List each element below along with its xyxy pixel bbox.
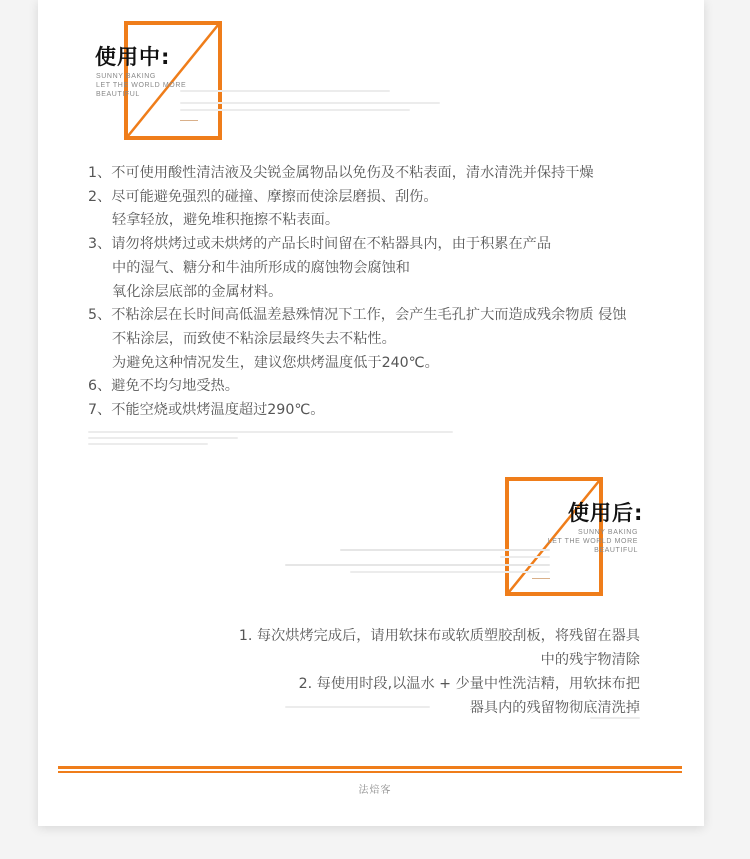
faint-rule (180, 120, 198, 121)
list-item: 2、尽可能避免强烈的碰撞、摩擦而使涂层磨损、刮伤。 (88, 188, 438, 205)
tagline-line: SUNNY BAKING (96, 73, 156, 80)
list-item: 5、不粘涂层在长时间高低温差悬殊情况下工作，会产生毛孔扩大而造成残余物质 侵蚀 (88, 307, 627, 324)
list-item: 轻拿轻放，避免堆积拖擦不粘表面。 (112, 212, 340, 229)
list-item: 7、不能空烧或烘烤温度超过290℃。 (88, 402, 325, 419)
faint-text-line (285, 706, 430, 708)
tagline-line: BEAUTIFUL (96, 91, 140, 98)
faint-text-line (285, 564, 550, 566)
faint-text-line (88, 431, 453, 433)
section-title-during: 使用中: (95, 45, 171, 69)
list-item: 1、不可使用酸性清洁液及尖锐金属物品以免伤及不粘表面，清水清洗并保持干燥 (88, 165, 594, 181)
list-item: 器具内的残留物彻底清洗掉 (469, 700, 640, 716)
tagline-line: SUNNY BAKING (578, 529, 638, 536)
faint-text-line (590, 717, 640, 719)
list-item: 氧化涂层底部的金属材料。 (112, 283, 283, 300)
tagline-line: LET THE WORLD MORE (547, 538, 638, 545)
list-item: 6、避免不均匀地受热。 (88, 378, 239, 395)
faint-text-line (88, 437, 238, 439)
faint-text-line (350, 571, 550, 573)
divider-rule (58, 771, 682, 773)
faint-text-line (500, 556, 550, 558)
list-item: 2. 每使用时段,以温水 + 少量中性洗洁精，用软抹布把 (298, 676, 640, 692)
section-title-after: 使用后: (568, 501, 644, 525)
usage-notes-list (88, 162, 688, 423)
tagline-after (548, 528, 638, 555)
faint-text-line (88, 443, 208, 445)
faint-rule (532, 578, 550, 579)
list-item: 中的残宇物清除 (540, 652, 640, 668)
list-item: 为避免这种情况发生，建议您烘烤温度低于240℃。 (112, 354, 439, 371)
list-item: 不粘涂层，而致使不粘涂层最终失去不粘性。 (112, 330, 396, 347)
list-item: 中的湿气、糖分和牛油所形成的腐蚀物会腐蚀和 (112, 259, 410, 276)
divider-rule (58, 766, 682, 769)
faint-text-line (180, 102, 440, 104)
brand-footer: 法焙客 (358, 785, 392, 796)
list-item: 3、请勿将烘烤过或未烘烤的产品长时间留在不粘器具内，由于积累在产品 (88, 236, 552, 253)
list-item: 1. 每次烘烤完成后，请用软抹布或软质塑胶刮板，将残留在器具 (238, 628, 640, 644)
tagline-line: BEAUTIFUL (594, 547, 638, 554)
faint-text-line (180, 90, 390, 92)
faint-text-line (340, 549, 550, 551)
tagline-line: LET THE WORLD MORE (96, 82, 187, 89)
tagline-during (96, 72, 186, 99)
faint-text-line (180, 109, 410, 111)
